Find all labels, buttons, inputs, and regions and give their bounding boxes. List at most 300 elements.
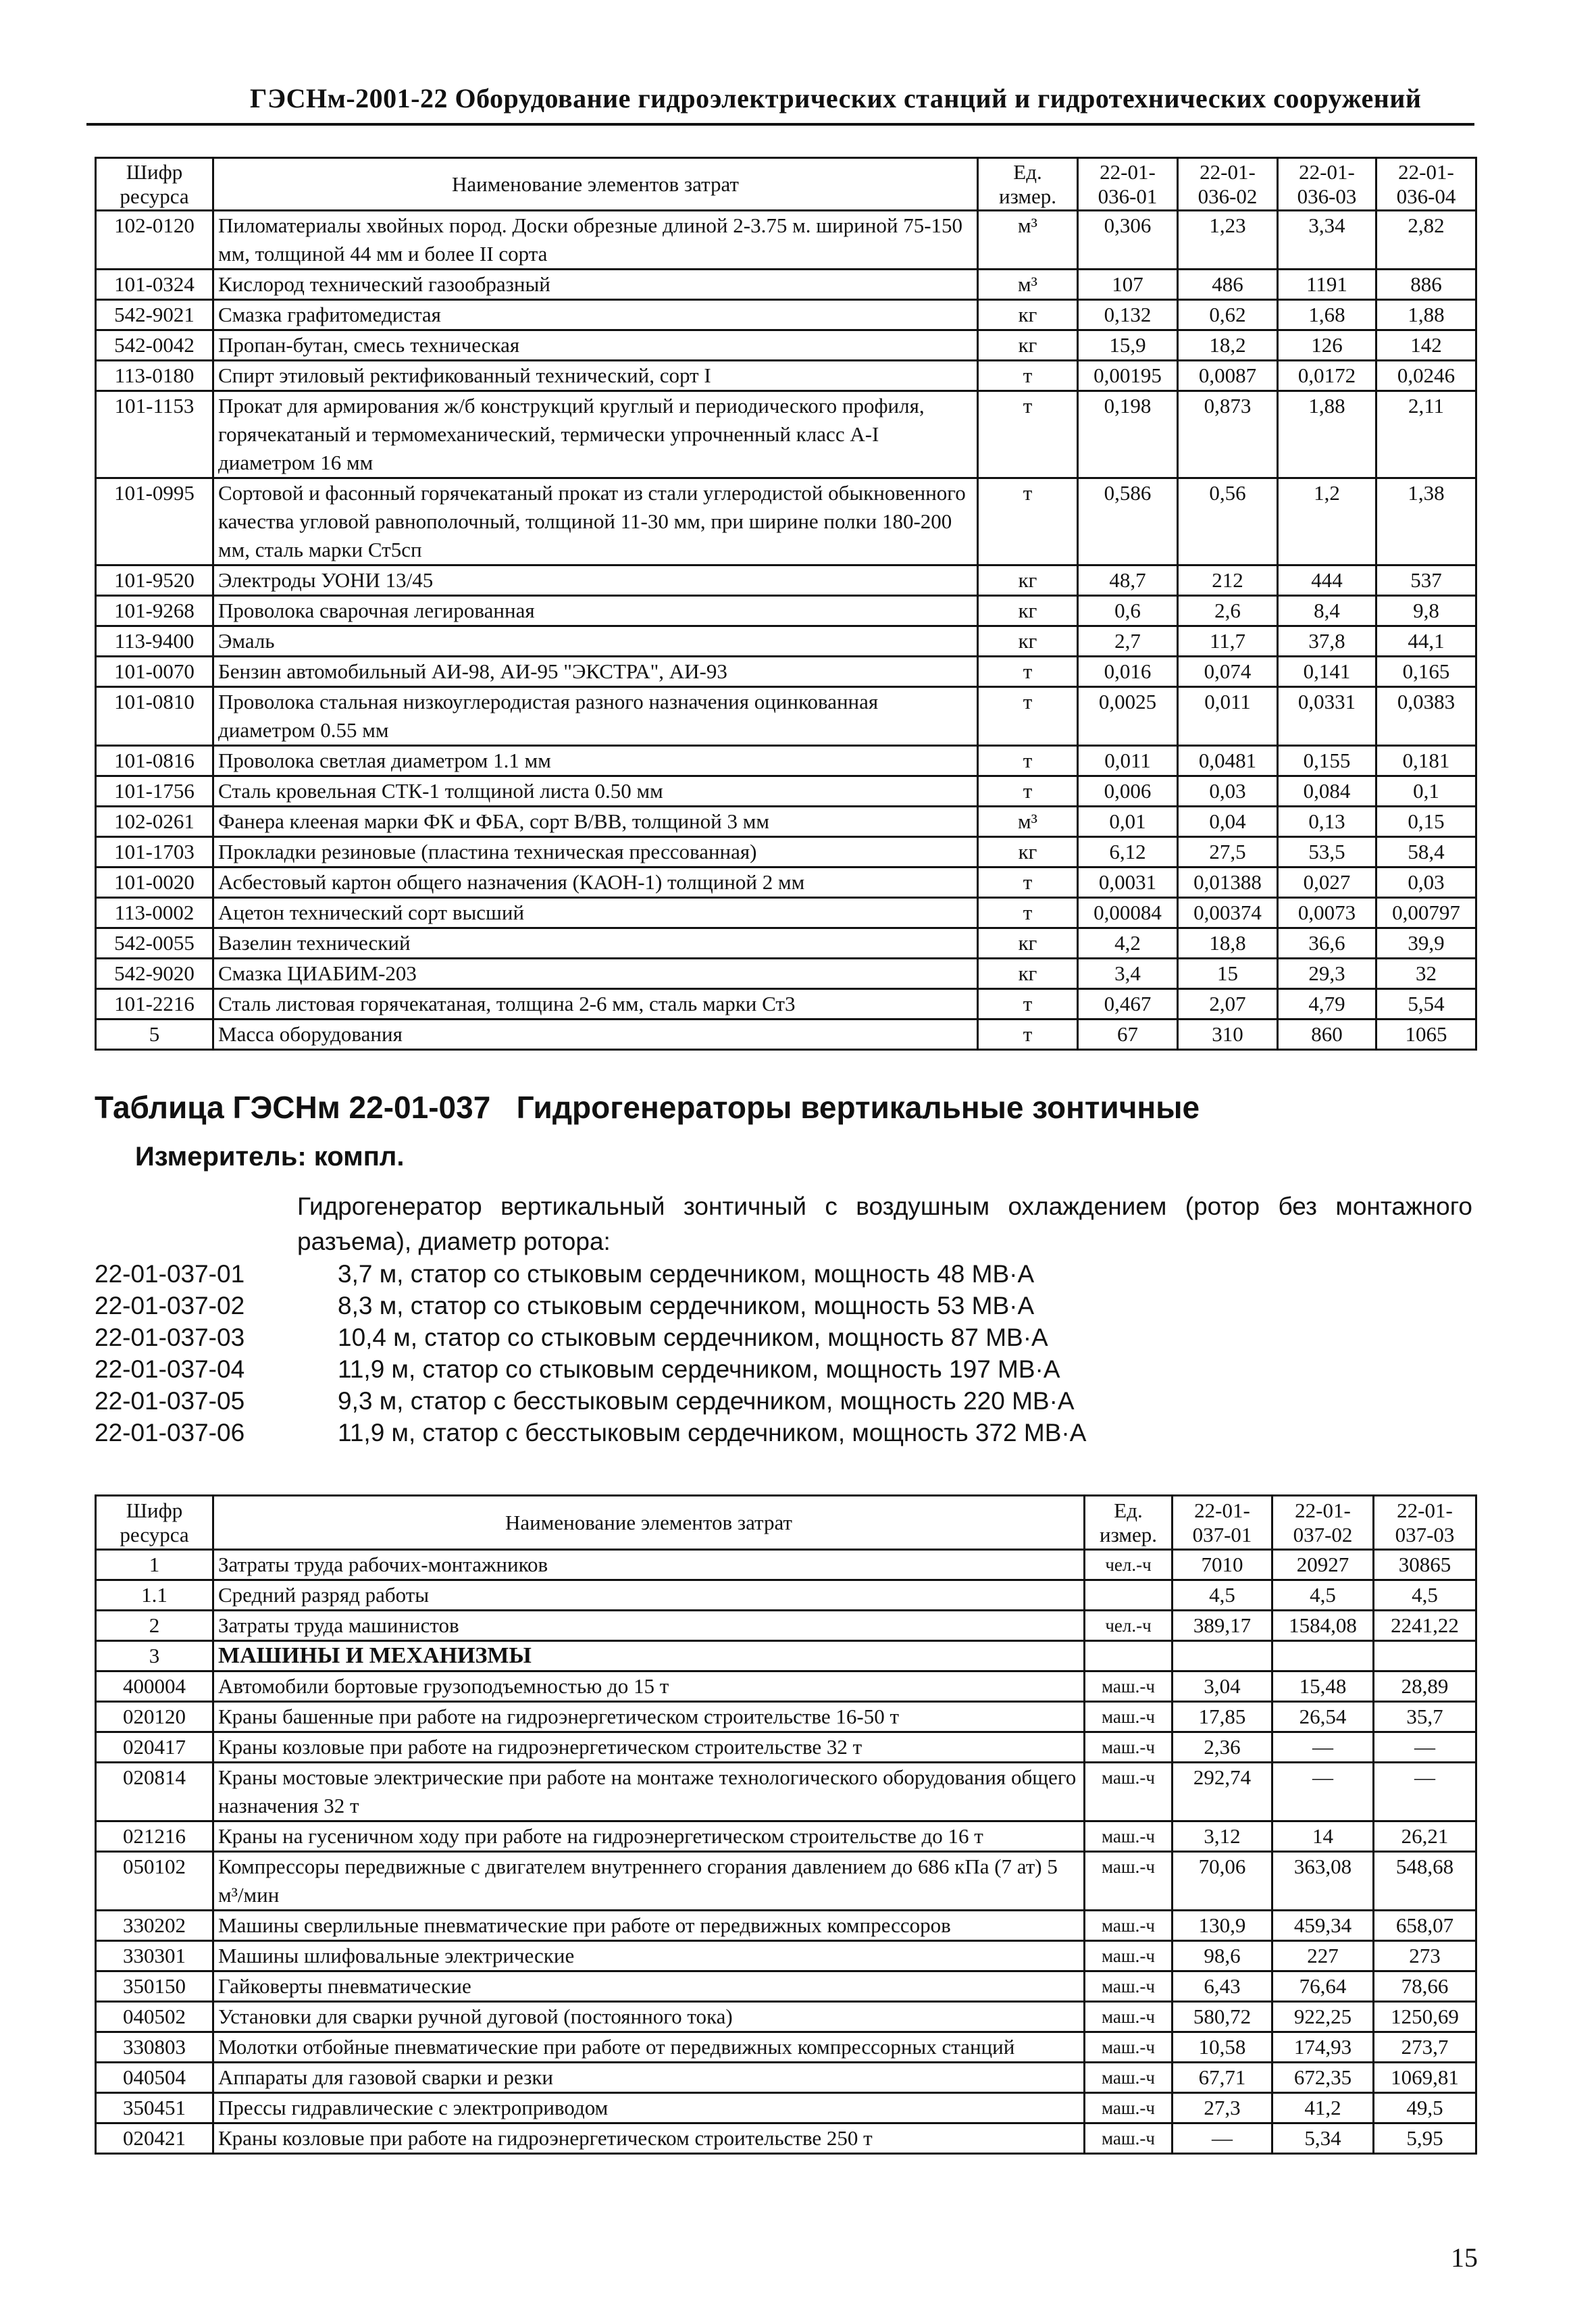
value-cell: 0,011 [1178, 687, 1278, 746]
value-cell: 26,21 [1374, 1821, 1476, 1852]
value-cell: 2,6 [1178, 596, 1278, 626]
resource-name: Прессы гидравлические с электроприводом [213, 2093, 1085, 2123]
resource-code: 021216 [96, 1821, 213, 1852]
value-cell: 67,71 [1173, 2063, 1272, 2093]
value-cell: 0,0383 [1376, 687, 1476, 746]
table-row [96, 2093, 1476, 2123]
table1-header: Наименование элементов затрат [213, 158, 978, 211]
value-cell: 1250,69 [1374, 2002, 1476, 2032]
unit-cell: кг [978, 959, 1078, 989]
unit-cell: чел.-ч [1085, 1550, 1173, 1580]
resource-code: 101-1756 [96, 776, 213, 807]
value-cell: 860 [1278, 1020, 1376, 1050]
table-row [96, 807, 1476, 837]
resource-code: 113-9400 [96, 626, 213, 657]
value-cell: 29,3 [1278, 959, 1376, 989]
resource-code: 101-9520 [96, 565, 213, 596]
value-cell: 0,56 [1178, 478, 1278, 565]
value-cell: 922,25 [1272, 2002, 1374, 2032]
resource-name: Установки для сварки ручной дуговой (постоянного тока) [213, 2002, 1085, 2032]
unit-cell: т [978, 657, 1078, 687]
value-cell: 0,04 [1178, 807, 1278, 837]
table-row [96, 330, 1476, 361]
resource-code: 113-0180 [96, 361, 213, 391]
value-cell: 0,006 [1078, 776, 1178, 807]
unit-cell: маш.-ч [1085, 2032, 1173, 2063]
table-row [96, 300, 1476, 330]
table-row [96, 1611, 1476, 1641]
table-row [96, 1702, 1476, 1732]
value-cell: 292,74 [1173, 1763, 1272, 1821]
resource-code: 020814 [96, 1763, 213, 1821]
value-cell: 32 [1376, 959, 1476, 989]
unit-cell: т [978, 898, 1078, 928]
table-row [96, 1732, 1476, 1763]
resource-code: 040502 [96, 2002, 213, 2032]
resource-name: Сталь кровельная СТК-1 толщиной листа 0.50 мм [213, 776, 978, 807]
resource-name: Краны козловые при работе на гидроэнергетическом строительстве 32 т [213, 1732, 1085, 1763]
value-cell: 0,141 [1278, 657, 1376, 687]
resource-code: 400004 [96, 1671, 213, 1702]
value-cell: 44,1 [1376, 626, 1476, 657]
unit-cell: кг [978, 928, 1078, 959]
value-cell: 28,89 [1374, 1671, 1476, 1702]
value-cell: 5,95 [1374, 2123, 1476, 2154]
unit-cell: т [978, 361, 1078, 391]
value-cell: 3,12 [1173, 1821, 1272, 1852]
value-cell: 2,07 [1178, 989, 1278, 1020]
value-cell: 36,6 [1278, 928, 1376, 959]
value-cell: 672,35 [1272, 2063, 1374, 2093]
table-row [96, 1020, 1476, 1050]
value-cell: 0,0025 [1078, 687, 1178, 746]
value-cell: 273 [1374, 1941, 1476, 1971]
resource-code: 102-0120 [96, 211, 213, 270]
table-row [96, 989, 1476, 1020]
value-cell: 4,2 [1078, 928, 1178, 959]
table-row [96, 2032, 1476, 2063]
value-cell: 1,38 [1376, 478, 1476, 565]
table-row [96, 391, 1476, 478]
value-cell [1374, 1641, 1476, 1671]
unit-cell: кг [978, 626, 1078, 657]
value-cell: 30865 [1374, 1550, 1476, 1580]
resource-name: Смазка графитомедистая [213, 300, 978, 330]
unit-cell: маш.-ч [1085, 1702, 1173, 1732]
resource-code: 101-0816 [96, 746, 213, 776]
variant-code: 22-01-037-06 [95, 1419, 245, 1447]
unit-cell: т [978, 391, 1078, 478]
value-cell: 0,13 [1278, 807, 1376, 837]
value-cell [1272, 1641, 1374, 1671]
variant-text: 3,7 м, статор со стыковым сердечником, мощность 48 МВ·А [338, 1260, 1035, 1288]
unit-cell: м³ [978, 807, 1078, 837]
resource-name: МАШИНЫ И МЕХАНИЗМЫ [213, 1641, 1085, 1671]
table-row [96, 596, 1476, 626]
value-cell: 126 [1278, 330, 1376, 361]
table2-header: 22-01-037-01 [1173, 1496, 1272, 1550]
value-cell: 3,34 [1278, 211, 1376, 270]
unit-cell: маш.-ч [1085, 2002, 1173, 2032]
value-cell: 1,88 [1376, 300, 1476, 330]
value-cell: 0,467 [1078, 989, 1178, 1020]
value-cell: 0,01 [1078, 807, 1178, 837]
value-cell: 4,5 [1272, 1580, 1374, 1611]
resource-code: 5 [96, 1020, 213, 1050]
value-cell: 0,873 [1178, 391, 1278, 478]
resource-code: 3 [96, 1641, 213, 1671]
value-cell: 537 [1376, 565, 1476, 596]
value-cell: 18,8 [1178, 928, 1278, 959]
table-row [96, 898, 1476, 928]
value-cell: 310 [1178, 1020, 1278, 1050]
table-row [96, 959, 1476, 989]
value-cell: — [1272, 1732, 1374, 1763]
value-cell: 67 [1078, 1020, 1178, 1050]
value-cell: 48,7 [1078, 565, 1178, 596]
value-cell: 15 [1178, 959, 1278, 989]
resource-name: Краны мостовые электрические при работе на монтаже технологического оборудования общего назначения 32 т [213, 1763, 1085, 1821]
table-row [96, 270, 1476, 300]
value-cell: 78,66 [1374, 1971, 1476, 2002]
measure-unit: Измеритель: компл. [135, 1142, 405, 1172]
value-cell: 0,016 [1078, 657, 1178, 687]
resource-name: Автомобили бортовые грузоподъемностью до 15 т [213, 1671, 1085, 1702]
value-cell: 444 [1278, 565, 1376, 596]
value-cell: 0,00084 [1078, 898, 1178, 928]
resource-code: 542-9020 [96, 959, 213, 989]
table1-header: 22-01-036-04 [1376, 158, 1476, 211]
resource-code: 1 [96, 1550, 213, 1580]
value-cell: 5,34 [1272, 2123, 1374, 2154]
value-cell: 11,7 [1178, 626, 1278, 657]
value-cell: 15,9 [1078, 330, 1178, 361]
value-cell: 9,8 [1376, 596, 1476, 626]
resource-name: Затраты труда рабочих-монтажников [213, 1550, 1085, 1580]
value-cell: 0,1 [1376, 776, 1476, 807]
value-cell: 4,5 [1173, 1580, 1272, 1611]
resource-name: Средний разряд работы [213, 1580, 1085, 1611]
table2-header: Наименование элементов затрат [213, 1496, 1085, 1550]
resource-name: Компрессоры передвижные с двигателем внутреннего сгорания давлением до 686 кПа (7 ат) 5 м³/мин [213, 1852, 1085, 1911]
unit-cell: кг [978, 565, 1078, 596]
resource-code: 330301 [96, 1941, 213, 1971]
table-row [96, 2063, 1476, 2093]
value-cell: 130,9 [1173, 1911, 1272, 1941]
value-cell: 0,074 [1178, 657, 1278, 687]
resource-code: 330803 [96, 2032, 213, 2063]
table-row [96, 867, 1476, 898]
value-cell: 0,6 [1078, 596, 1178, 626]
value-cell: 0,00195 [1078, 361, 1178, 391]
value-cell: 107 [1078, 270, 1178, 300]
table-row [96, 1550, 1476, 1580]
value-cell: 886 [1376, 270, 1476, 300]
resource-name: Прокладки резиновые (пластина техническая прессованная) [213, 837, 978, 867]
value-cell: 3,4 [1078, 959, 1178, 989]
resource-name: Машины сверлильные пневматические при работе от передвижных компрессоров [213, 1911, 1085, 1941]
resource-name: Молотки отбойные пневматические при работе от передвижных компрессорных станций [213, 2032, 1085, 2063]
value-cell: 70,06 [1173, 1852, 1272, 1911]
resource-code: 350451 [96, 2093, 213, 2123]
table-row [96, 1763, 1476, 1821]
value-cell: 0,0331 [1278, 687, 1376, 746]
unit-cell: маш.-ч [1085, 1763, 1173, 1821]
resource-name: Сталь листовая горячекатаная, толщина 2-6 мм, сталь марки Ст3 [213, 989, 978, 1020]
table-row [96, 1821, 1476, 1852]
value-cell: 0,306 [1078, 211, 1178, 270]
unit-cell: кг [978, 596, 1078, 626]
value-cell: 2,7 [1078, 626, 1178, 657]
resource-name: Вазелин технический [213, 928, 978, 959]
value-cell: 2,36 [1173, 1732, 1272, 1763]
unit-cell: маш.-ч [1085, 1671, 1173, 1702]
value-cell: 0,198 [1078, 391, 1178, 478]
resource-name: Проволока сварочная легированная [213, 596, 978, 626]
value-cell: 8,4 [1278, 596, 1376, 626]
resources-table-037 [95, 1494, 1477, 2155]
resource-code: 542-9021 [96, 300, 213, 330]
resource-name: Проволока стальная низкоуглеродистая разного назначения оцинкованная диаметром 0.55 мм [213, 687, 978, 746]
unit-cell: кг [978, 837, 1078, 867]
resource-code: 1.1 [96, 1580, 213, 1611]
variant-text: 10,4 м, статор со стыковым сердечником, мощность 87 МВ·А [338, 1324, 1048, 1351]
value-cell: 6,43 [1173, 1971, 1272, 2002]
resource-code: 020120 [96, 1702, 213, 1732]
variant-text: 8,3 м, статор со стыковым сердечником, мощность 53 МВ·А [338, 1292, 1035, 1319]
table-row [96, 2123, 1476, 2154]
value-cell: 20927 [1272, 1550, 1374, 1580]
value-cell: 0,15 [1376, 807, 1476, 837]
variant-text: 9,3 м, статор с бесстыковым сердечником, мощность 220 МВ·А [338, 1387, 1075, 1415]
resource-code: 101-9268 [96, 596, 213, 626]
value-cell: 98,6 [1173, 1941, 1272, 1971]
table2-header: 22-01-037-03 [1374, 1496, 1476, 1550]
value-cell: 2241,22 [1374, 1611, 1476, 1641]
value-cell: 0,586 [1078, 478, 1178, 565]
table-row [96, 1580, 1476, 1611]
table-row [96, 657, 1476, 687]
resource-name: Пиломатериалы хвойных пород. Доски обрезные длиной 2-3.75 м. шириной 75-150 мм, толщиной 44 мм и более II сорта [213, 211, 978, 270]
value-cell: 1069,81 [1374, 2063, 1476, 2093]
value-cell: 35,7 [1374, 1702, 1476, 1732]
table-row [96, 211, 1476, 270]
value-cell: 15,48 [1272, 1671, 1374, 1702]
value-cell: 17,85 [1173, 1702, 1272, 1732]
variant-code: 22-01-037-04 [95, 1355, 245, 1383]
table-row [96, 361, 1476, 391]
unit-cell: т [978, 1020, 1078, 1050]
resource-name: Краны на гусеничном ходу при работе на гидроэнергетическом строительстве до 16 т [213, 1821, 1085, 1852]
table1-header: Шифр ресурса [96, 158, 213, 211]
value-cell: 3,04 [1173, 1671, 1272, 1702]
unit-cell: чел.-ч [1085, 1611, 1173, 1641]
unit-cell: кг [978, 330, 1078, 361]
value-cell: 0,00374 [1178, 898, 1278, 928]
value-cell: 27,5 [1178, 837, 1278, 867]
unit-cell: маш.-ч [1085, 1732, 1173, 1763]
value-cell: 0,181 [1376, 746, 1476, 776]
value-cell: 2,11 [1376, 391, 1476, 478]
value-cell: 273,7 [1374, 2032, 1476, 2063]
value-cell: 0,165 [1376, 657, 1476, 687]
value-cell: 4,5 [1374, 1580, 1476, 1611]
value-cell: 580,72 [1173, 2002, 1272, 2032]
unit-cell: т [978, 746, 1078, 776]
unit-cell: маш.-ч [1085, 1852, 1173, 1911]
value-cell: 0,03 [1376, 867, 1476, 898]
resource-name: Пропан-бутан, смесь техническая [213, 330, 978, 361]
value-cell: 4,79 [1278, 989, 1376, 1020]
table2-header: 22-01-037-02 [1272, 1496, 1374, 1550]
resource-code: 050102 [96, 1852, 213, 1911]
resource-code: 113-0002 [96, 898, 213, 928]
resource-name: Проволока светлая диаметром 1.1 мм [213, 746, 978, 776]
value-cell: 27,3 [1173, 2093, 1272, 2123]
resource-code: 101-1153 [96, 391, 213, 478]
table-row [96, 1971, 1476, 2002]
resource-code: 2 [96, 1611, 213, 1641]
value-cell: — [1374, 1763, 1476, 1821]
value-cell: 1,88 [1278, 391, 1376, 478]
table2-header: Шифр ресурса [96, 1496, 213, 1550]
value-cell: 0,132 [1078, 300, 1178, 330]
table-row [96, 746, 1476, 776]
unit-cell: м³ [978, 270, 1078, 300]
unit-cell: маш.-ч [1085, 1821, 1173, 1852]
value-cell: 53,5 [1278, 837, 1376, 867]
value-cell: 39,9 [1376, 928, 1476, 959]
value-cell: 174,93 [1272, 2032, 1374, 2063]
value-cell [1173, 1641, 1272, 1671]
variant-text: 11,9 м, статор с бесстыковым сердечником, мощность 372 МВ·А [338, 1419, 1087, 1447]
resource-name: Краны козловые при работе на гидроэнергетическом строительстве 250 т [213, 2123, 1085, 2154]
unit-cell: м³ [978, 211, 1078, 270]
unit-cell: маш.-ч [1085, 1911, 1173, 1941]
value-cell: 41,2 [1272, 2093, 1374, 2123]
resource-code: 101-0020 [96, 867, 213, 898]
variant-code: 22-01-037-01 [95, 1260, 245, 1288]
resource-code: 101-0995 [96, 478, 213, 565]
value-cell: 212 [1178, 565, 1278, 596]
table1-header: 22-01-036-02 [1178, 158, 1278, 211]
unit-cell: т [978, 989, 1078, 1020]
value-cell: 76,64 [1272, 1971, 1374, 2002]
resource-name: Смазка ЦИАБИМ-203 [213, 959, 978, 989]
resource-name: Гайковерты пневматические [213, 1971, 1085, 2002]
unit-cell: маш.-ч [1085, 2093, 1173, 2123]
table1-header: 22-01-036-03 [1278, 158, 1376, 211]
table-row [96, 2002, 1476, 2032]
resource-name: Эмаль [213, 626, 978, 657]
value-cell: — [1272, 1763, 1374, 1821]
value-cell: 227 [1272, 1941, 1374, 1971]
resource-name: Сортовой и фасонный горячекатаный прокат из стали углеродистой обыкновенного качества угловой равнополочный, толщиной 11-30 мм, при ширине полки 180-200 мм, сталь марки Ст5сп [213, 478, 978, 565]
value-cell: 10,58 [1173, 2032, 1272, 2063]
variant-code: 22-01-037-05 [95, 1387, 245, 1415]
value-cell: 486 [1178, 270, 1278, 300]
table-row [96, 1911, 1476, 1941]
page-number: 15 [1451, 2242, 1478, 2273]
resource-name: Бензин автомобильный АИ-98, АИ-95 "ЭКСТРА", АИ-93 [213, 657, 978, 687]
value-cell: 2,82 [1376, 211, 1476, 270]
resource-code: 101-1703 [96, 837, 213, 867]
resource-code: 101-2216 [96, 989, 213, 1020]
table-row [96, 565, 1476, 596]
table-row [96, 1671, 1476, 1702]
unit-cell: т [978, 687, 1078, 746]
value-cell: 658,07 [1374, 1911, 1476, 1941]
unit-cell: маш.-ч [1085, 1971, 1173, 2002]
resource-name: Затраты труда машинистов [213, 1611, 1085, 1641]
value-cell: 0,027 [1278, 867, 1376, 898]
resource-name: Краны башенные при работе на гидроэнергетическом строительстве 16-50 т [213, 1702, 1085, 1732]
resource-code: 101-0324 [96, 270, 213, 300]
value-cell: 0,03 [1178, 776, 1278, 807]
table-row [96, 837, 1476, 867]
value-cell: 1,68 [1278, 300, 1376, 330]
resource-code: 020417 [96, 1732, 213, 1763]
unit-cell [1085, 1641, 1173, 1671]
header-rule [86, 123, 1474, 126]
unit-cell: т [978, 776, 1078, 807]
table-row [96, 1852, 1476, 1911]
unit-cell: т [978, 478, 1078, 565]
value-cell: — [1173, 2123, 1272, 2154]
unit-cell: маш.-ч [1085, 2063, 1173, 2093]
resource-name: Ацетон технический сорт высший [213, 898, 978, 928]
variant-code: 22-01-037-03 [95, 1324, 245, 1351]
value-cell: 37,8 [1278, 626, 1376, 657]
resource-code: 542-0042 [96, 330, 213, 361]
value-cell: 142 [1376, 330, 1476, 361]
resource-code: 040504 [96, 2063, 213, 2093]
unit-cell [1085, 1580, 1173, 1611]
resource-code: 101-0070 [96, 657, 213, 687]
resource-code: 542-0055 [96, 928, 213, 959]
value-cell: 1065 [1376, 1020, 1476, 1050]
variant-code: 22-01-037-02 [95, 1292, 245, 1319]
value-cell: 18,2 [1178, 330, 1278, 361]
table1-header: 22-01-036-01 [1078, 158, 1178, 211]
table1-header: Ед. измер. [978, 158, 1078, 211]
value-cell: 0,011 [1078, 746, 1178, 776]
table-row [96, 478, 1476, 565]
table-row [96, 687, 1476, 746]
value-cell: 14 [1272, 1821, 1374, 1852]
table-row [96, 928, 1476, 959]
value-cell: 0,084 [1278, 776, 1376, 807]
value-cell: 0,0087 [1178, 361, 1278, 391]
table-row [96, 1641, 1476, 1671]
value-cell: 0,00797 [1376, 898, 1476, 928]
resource-name: Фанера клееная марки ФК и ФБА, сорт В/ВВ, толщиной 3 мм [213, 807, 978, 837]
value-cell: 459,34 [1272, 1911, 1374, 1941]
value-cell: 1,2 [1278, 478, 1376, 565]
variant-text: 11,9 м, статор со стыковым сердечником, мощность 197 МВ·А [338, 1355, 1060, 1383]
resource-code: 330202 [96, 1911, 213, 1941]
value-cell: 7010 [1173, 1550, 1272, 1580]
value-cell: 6,12 [1078, 837, 1178, 867]
value-cell: 1584,08 [1272, 1611, 1374, 1641]
resources-table-036 [95, 157, 1477, 1051]
value-cell: 0,0073 [1278, 898, 1376, 928]
resource-code: 350150 [96, 1971, 213, 2002]
value-cell: 0,01388 [1178, 867, 1278, 898]
table2-header: Ед. измер. [1085, 1496, 1173, 1550]
value-cell: 58,4 [1376, 837, 1476, 867]
resource-name: Машины шлифовальные электрические [213, 1941, 1085, 1971]
